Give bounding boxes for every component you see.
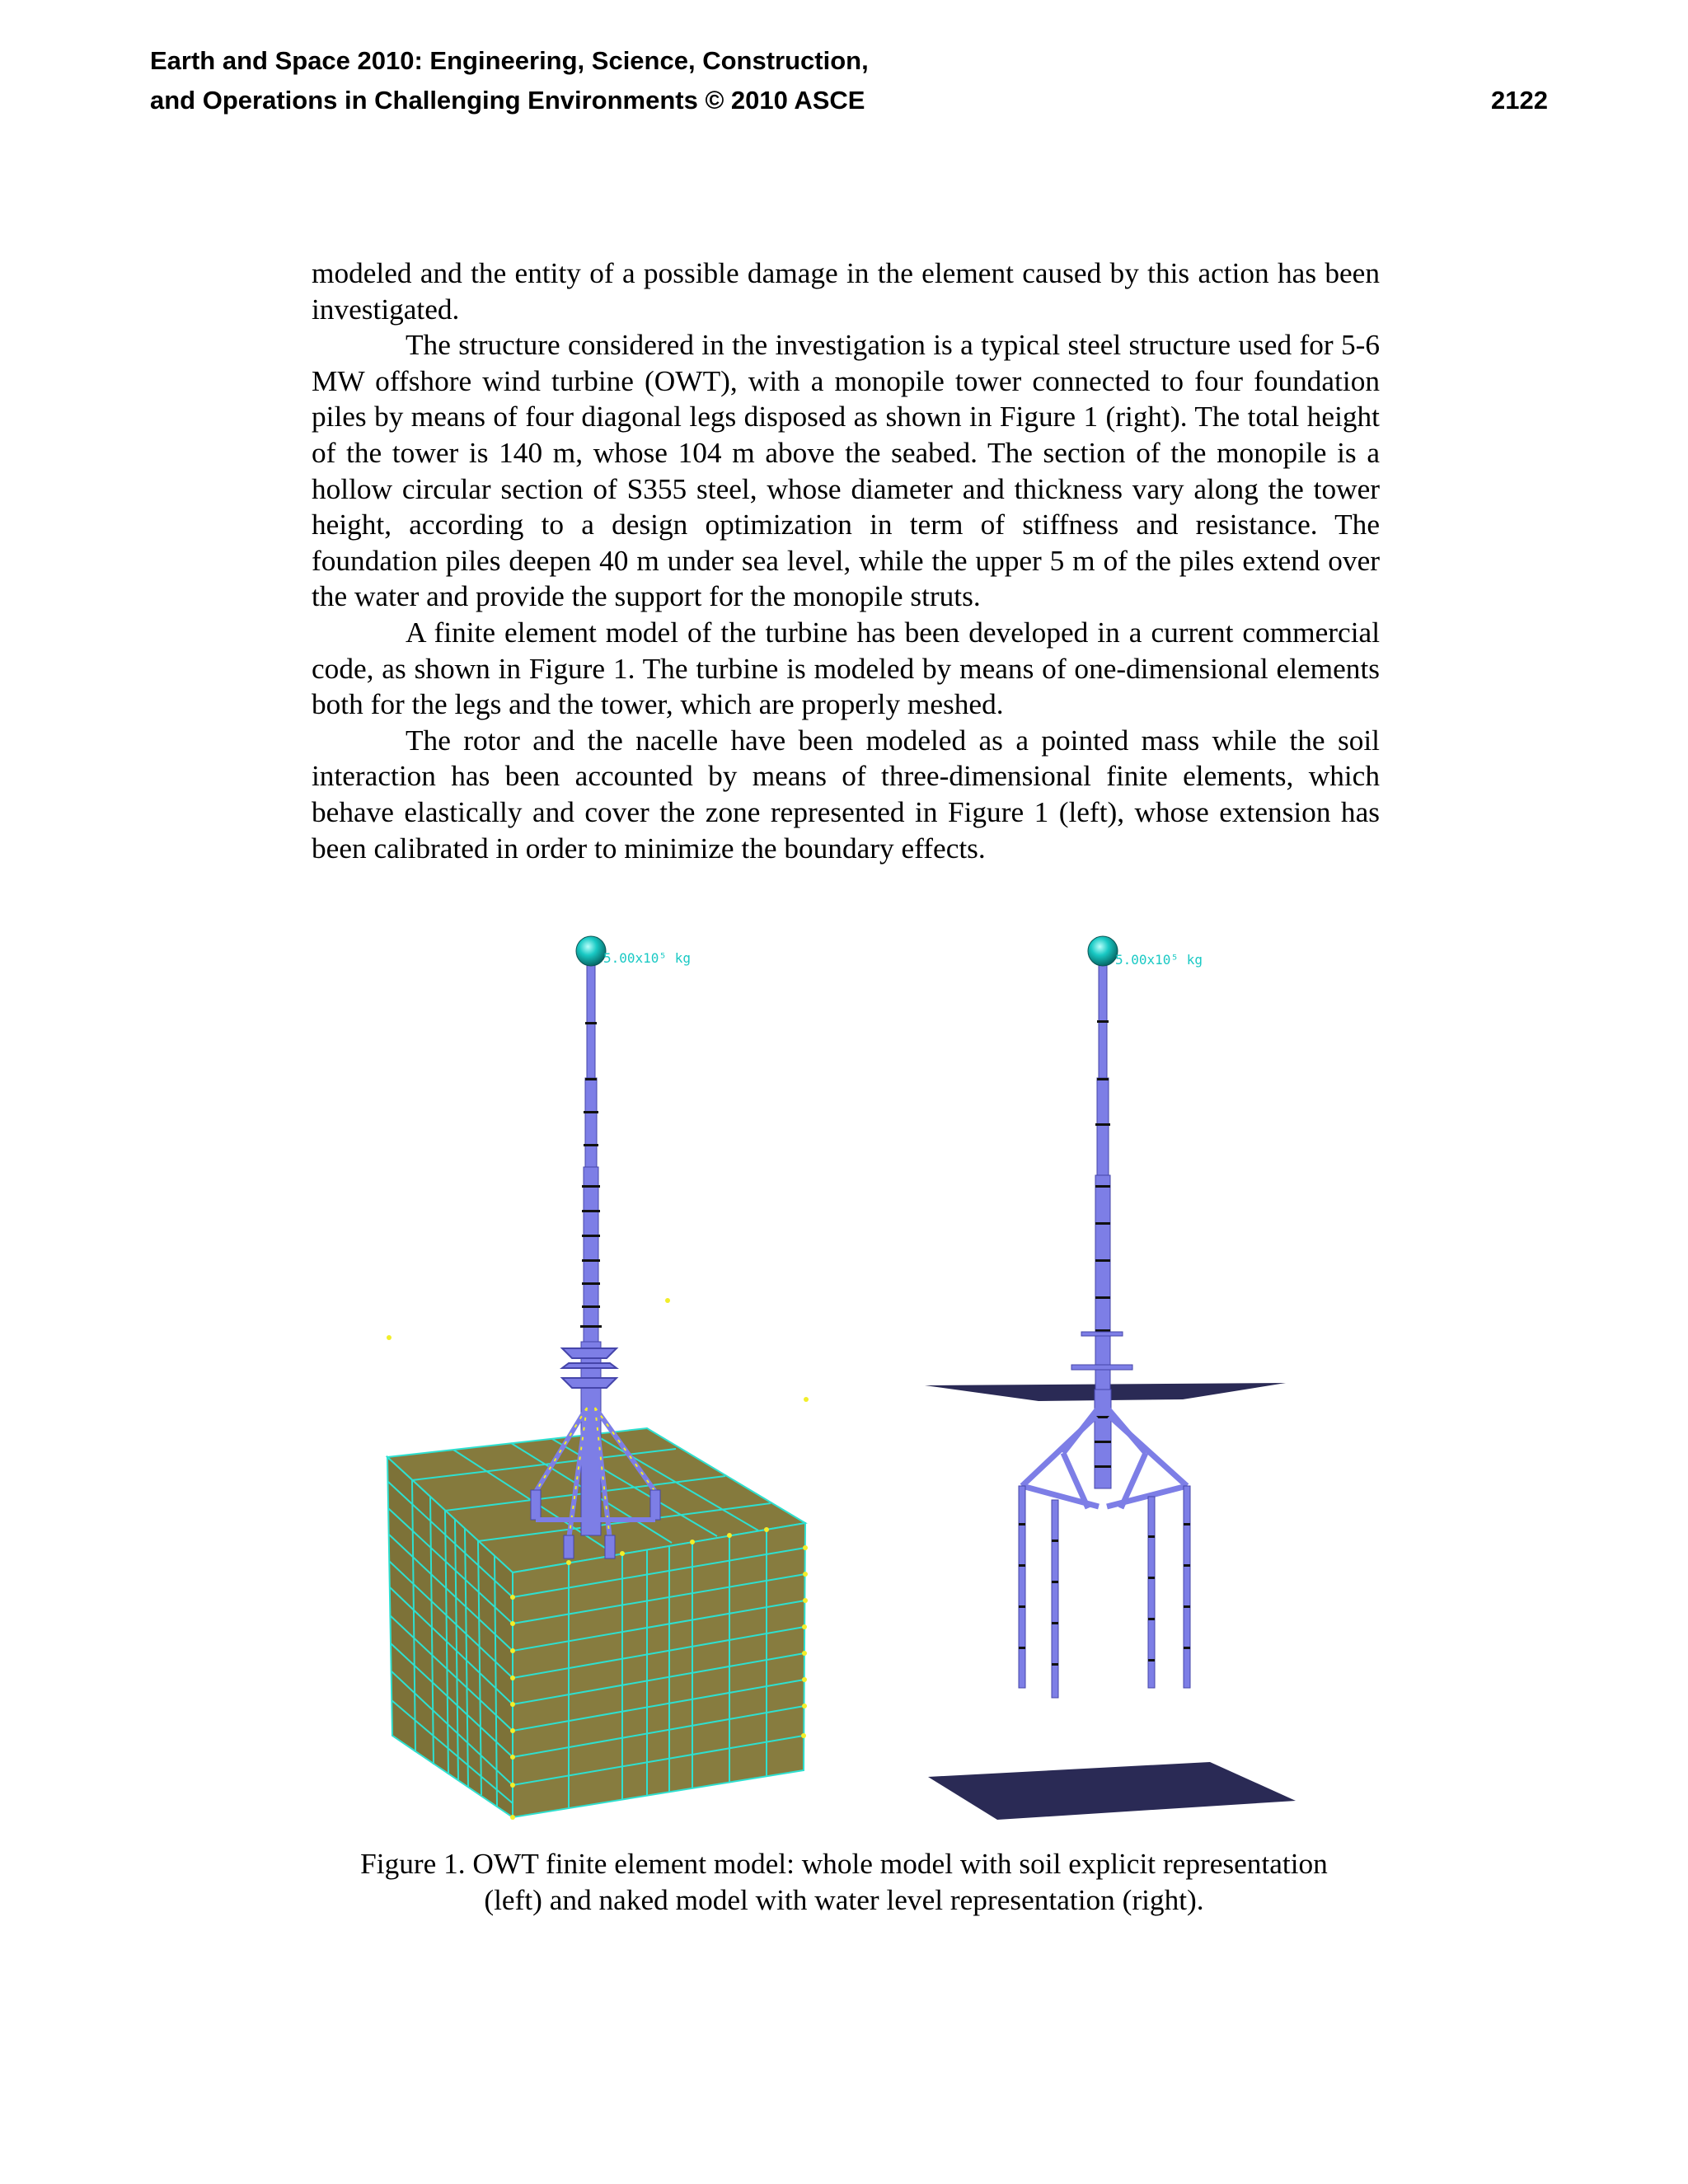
body-text (312, 255, 1380, 866)
right-mass-sphere (1088, 936, 1118, 966)
right-model (925, 936, 1296, 1820)
paragraph-4: The rotor and the nacelle have been modeled as a pointed mass while the soil interaction has been accounted by means of three-dimensional finite elements, which behave elastically and cover the zone represented in Figure 1 (left), whose extension has been calibrated in order to minimize the boundary effects. (312, 724, 1380, 865)
caption-line-2: (left) and naked model with water level representation (right). (484, 1883, 1204, 1916)
header-line-1: Earth and Space 2010: Engineering, Science, Construction, (150, 46, 869, 75)
left-mass-sphere (576, 936, 606, 966)
fe-model-figure (363, 913, 1335, 1828)
left-model (387, 936, 809, 1820)
header-line-2: and Operations in Challenging Environments © 2010 ASCE (150, 86, 865, 115)
caption-line-1: Figure 1. OWT finite element model: whole model with soil explicit representation (360, 1848, 1328, 1880)
right-tower (1019, 961, 1190, 1698)
paragraph-2: The structure considered in the investigation is a typical steel structure used for 5-6 MW offshore wind turbine (OWT), with a monopile tower connected to four foundation piles by means of four diagonal legs disposed as shown in Figure 1 (right). The total height of the tower is 140 m, whose 104 m above the seabed. The section of the monopile is a hollow circular section of S355 steel, whose diameter and thickness vary along the tower height, according to a design optimization in term of stiffness and resistance. The foundation piles deepen 40 m under sea level, while the upper 5 m of the piles extend over the water and provide the support for the monopile struts. (312, 329, 1380, 613)
left-tower (531, 961, 660, 1558)
page-number: 2122 (1491, 86, 1548, 115)
figure-caption (272, 1846, 1416, 1918)
figure-1 (363, 913, 1335, 1828)
right-mass-label: 5.00x10⁵ kg (1115, 952, 1203, 968)
paragraph-1: modeled and the entity of a possible damage in the element caused by this action has been investigated. (312, 257, 1380, 326)
left-mass-label: 5.00x10⁵ kg (603, 950, 691, 966)
seabed-plane (928, 1762, 1296, 1820)
running-header (150, 41, 1548, 120)
paragraph-3: A finite element model of the turbine has been developed in a current commercial code, as shown in Figure 1. The turbine is modeled by means of one-dimensional elements both for the legs and the tower, which are properly meshed. (312, 616, 1380, 721)
